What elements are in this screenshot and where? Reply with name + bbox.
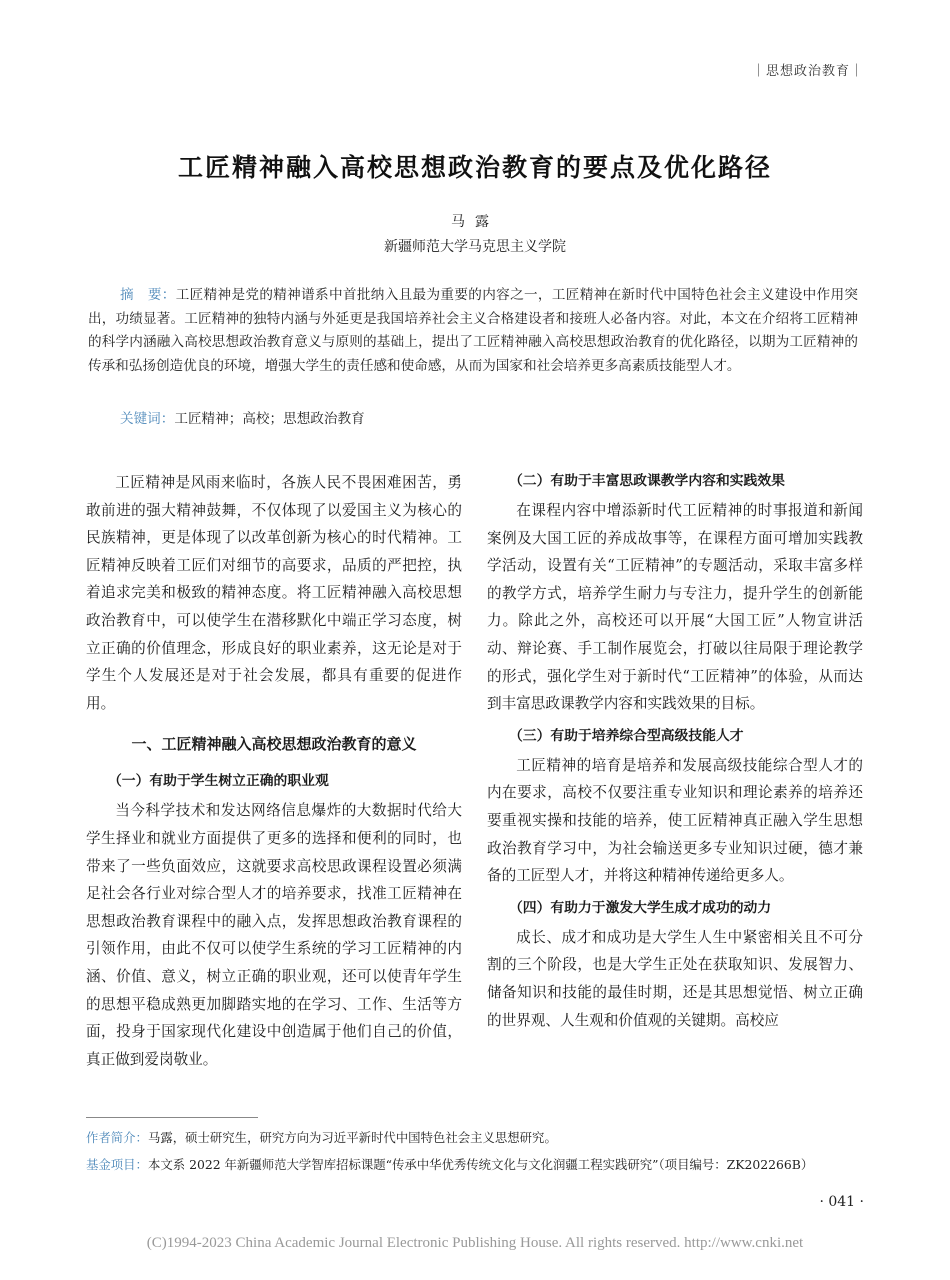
abstract-label: 摘 要： (120, 287, 176, 303)
paragraph-sub4: 成长、成才和成功是大学生人生中紧密相关且不可分割的三个阶段，也是大学生正处在获取知识、发展智力、储备知识和技能的最佳时期，还是其思想觉悟、树立正确的世界观、人生观和价值观的关键期。高校应 (487, 928, 863, 1029)
article-title: 工匠精神融入高校思想政治教育的要点及优化路径 (177, 153, 772, 182)
keywords (120, 408, 860, 431)
footnote-author-bio (86, 1128, 876, 1146)
abstract (88, 284, 858, 378)
keywords-label: 关键词： (120, 411, 175, 427)
footnote-fund-label: 基金项目： (86, 1157, 148, 1172)
subheading-3: （三）有助于培养综合型高级技能人才 (509, 727, 744, 744)
footnote-divider (86, 1117, 258, 1118)
intro-paragraph: 工匠精神是风雨来临时，各族人民不畏困难困苦，勇敢前进的强大精神鼓舞，不仅体现了以爱国主义为核心的民族精神，更是体现了以改革创新为核心的时代精神。工匠精神反映着工匠们对细节的高要求，品质的严把控，执着追求完美和极致的精神态度。将工匠精神融入高校思想政治教育中，可以使学生在潜移默化中端正学习态度，树立正确的价值理念，形成良好的职业素养，这无论是对于学生个人发展还是对于社会发展，都具有重要的促进作用。 (86, 474, 462, 712)
section-heading-1: 一、工匠精神融入高校思想政治教育的意义 (131, 735, 417, 754)
paragraph-sub3: 工匠精神的培育是培养和发展高级技能综合型人才的内在要求，高校不仅要注重专业知识和理论素养的培养还要重视实操和技能的培养，使工匠精神真正融入学生思想政治教育学习中，为社会输送更多专业知识过硬，德才兼备的工匠型人才，并将这种精神传递给更多人。 (487, 756, 863, 885)
keywords-text: 工匠精神；高校；思想政治教育 (174, 411, 365, 427)
left-column (86, 469, 462, 1073)
author-name: 马露 (451, 214, 499, 230)
footnote-fund-text: 本文系 2022 年新疆师范大学智库招标课题“传承中华优秀传统文化与文化润疆工程实践研究”（项目编号：ZK202266B） (147, 1157, 814, 1172)
page-number: · 041 · (819, 1194, 864, 1210)
abstract-text: 工匠精神是党的精神谱系中首批纳入且最为重要的内容之一，工匠精神在新时代中国特色社会主义建设中作用突出，功绩显著。工匠精神的独特内涵与外延更是我国培养社会主义合格建设者和接班人必备内容。对此，本文在介绍将工匠精神的科学内涵融入高校思想政治教育意义与原则的基础上，提出了工匠精神融入高校思想政治教育的优化路径，以期为工匠精神的传承和弘扬创造优良的环境，增强大学生的责任感和使命感，从而为国家和社会培养更多高素质技能型人才。 (88, 287, 859, 374)
right-column (487, 469, 863, 1034)
author-affiliation: 新疆师范大学马克思主义学院 (384, 239, 566, 255)
paragraph-sub1: 当今科学技术和发达网络信息爆炸的大数据时代给大学生择业和就业方面提供了更多的选择和便利的同时，也带来了一些负面效应，这就要求高校思政课程设置必须满足社会各行业对综合型人才的培养要求，找准工匠精神在思想政治教育课程中的融入点，发挥思想政治教育课程的引领作用，由此不仅可以使学生系统的学习工匠精神的内涵、价值、意义，树立正确的职业观，还可以使青年学生的思想平稳成熟更加脚踏实地的在学习、工作、生活等方面，投身于国家现代化建设中创造属于他们自己的价值，真正做到爱岗敬业。 (86, 802, 462, 1068)
footnote-funding (86, 1155, 876, 1173)
subheading-4: （四）有助力于激发大学生成才成功的动力 (509, 899, 772, 916)
paragraph-sub2: 在课程内容中增添新时代工匠精神的时事报道和新闻案例及大国工匠的养成故事等，在课程方面可增加实践教学活动，设置有关“工匠精神”的专题活动，采取丰富多样的教学方式，培养学生耐力与专注力，提升学生的创新能力。除此之外，高校还可以开展“大国工匠”人物宣讲活动、辩论赛、手工制作展览会，打破以往局限于理论教学的形式，强化学生对于新时代“工匠精神”的体验，从而达到丰富思政课教学内容和实践效果的目标。 (487, 502, 863, 713)
copyright-watermark: (C)1994-2023 China Academic Journal Electronic Publishing House. All rights reserved. http://www.cnki.net (146, 1235, 804, 1251)
subheading-2: （二）有助于丰富思政课教学内容和实践效果 (509, 473, 785, 489)
footnote-author-text: 马露，硕士研究生，研究方向为习近平新时代中国特色社会主义思想研究。 (147, 1130, 557, 1145)
journal-section-tag: ｜思想政治教育｜ (751, 64, 864, 79)
subheading-1: （一）有助于学生树立正确的职业观 (108, 773, 329, 790)
footnote-author-label: 作者简介： (86, 1130, 148, 1145)
